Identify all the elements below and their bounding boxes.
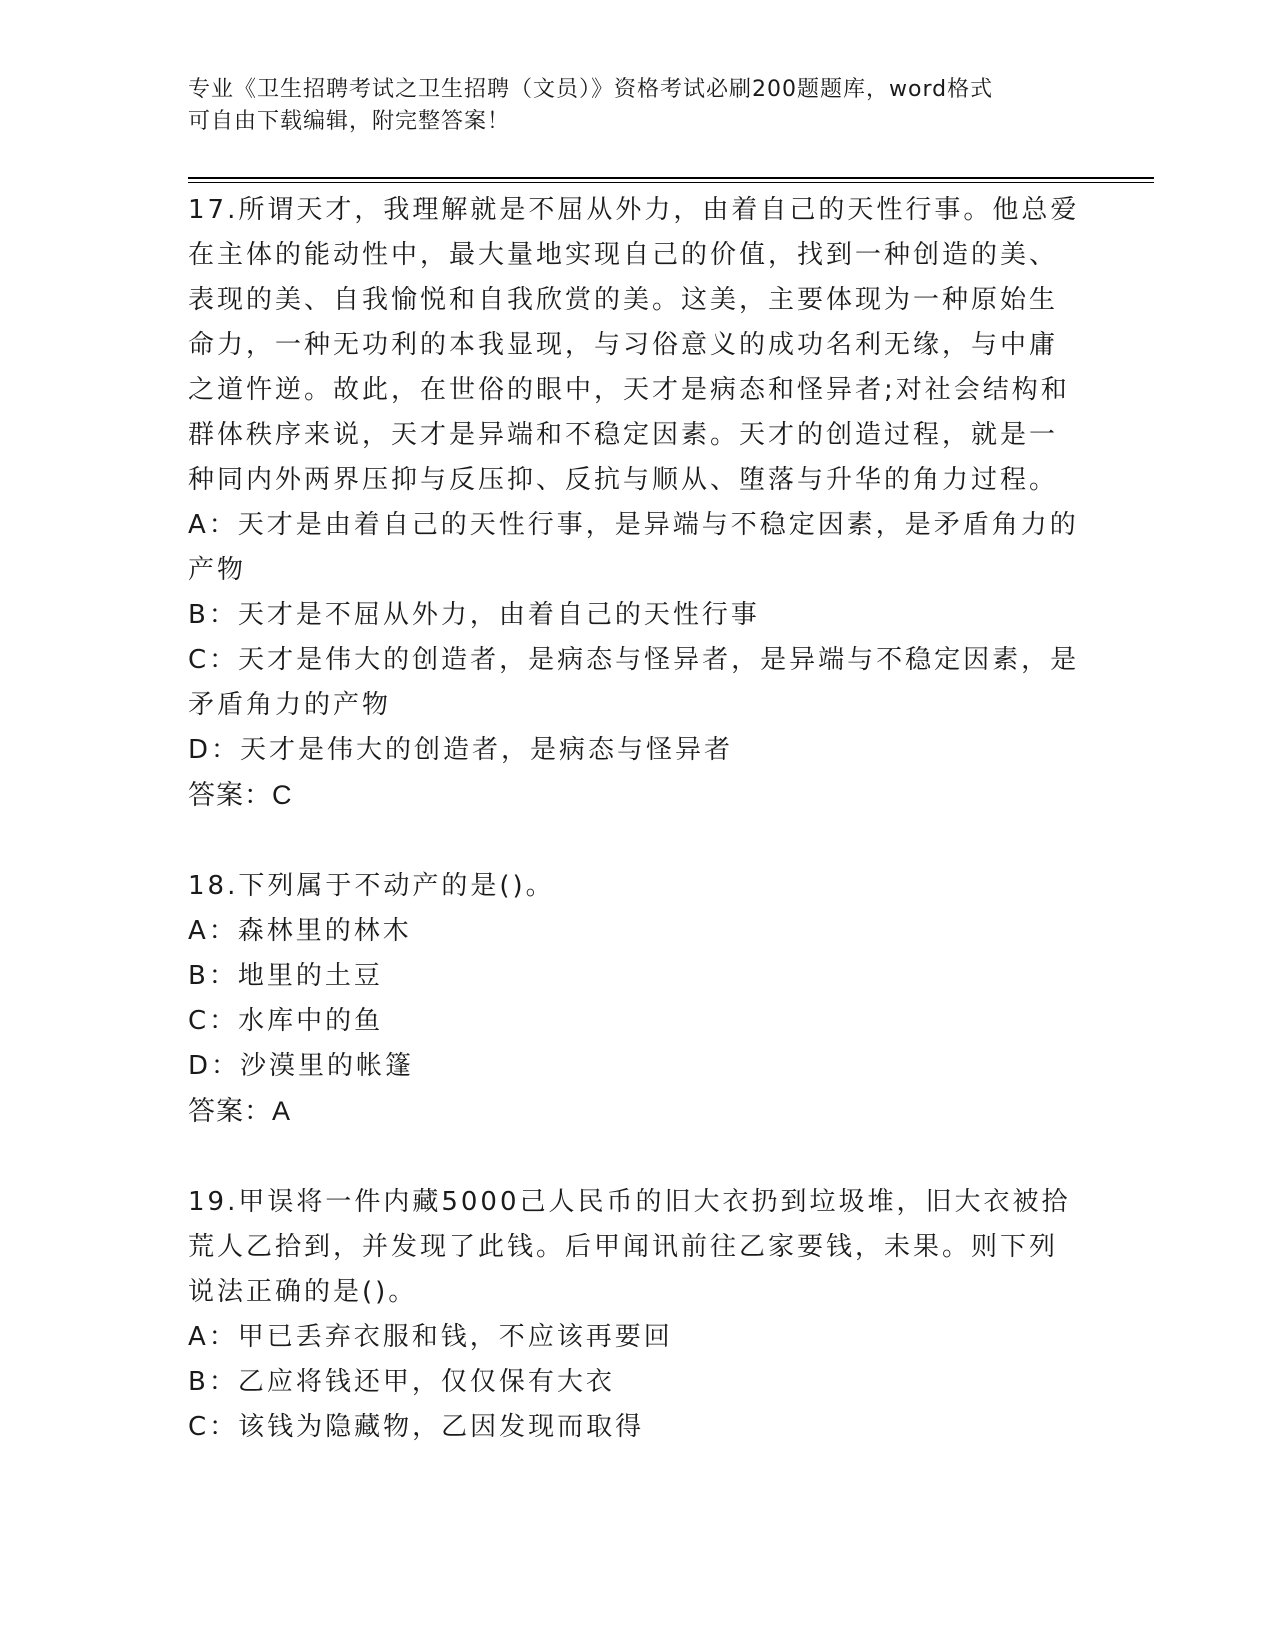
question-stem-line: 17.所谓天才，我理解就是不屈从外力，由着自己的天性行事。他总爱	[188, 195, 1080, 225]
header-line-1: 专业《卫生招聘考试之卫生招聘（文员）》资格考试必刷200题题库，word格式	[188, 77, 994, 102]
option-a: A：森林里的林木	[188, 916, 412, 946]
option-a: A：甲已丢弃衣服和钱，不应该再要回	[188, 1322, 673, 1352]
question-stem-line: 说法正确的是()。	[188, 1277, 418, 1307]
question-stem-line: 命力，一种无功利的本我显现，与习俗意义的成功名利无缘，与中庸	[188, 330, 1059, 360]
option-c: C：该钱为隐藏物，乙因发现而取得	[188, 1412, 645, 1442]
option-d: D：天才是伟大的创造者，是病态与怪异者	[188, 735, 734, 765]
option-d: D：沙漠里的帐篷	[188, 1051, 415, 1081]
question-stem-line: 之道忤逆。故此，在世俗的眼中，天才是病态和怪异者;对社会结构和	[188, 375, 1070, 405]
answer-line: 答案：A	[188, 1096, 292, 1126]
option-c: C：天才是伟大的创造者，是病态与怪异者，是异端与不稳定因素，是	[188, 645, 1080, 675]
option-a: A：天才是由着自己的天性行事，是异端与不稳定因素，是矛盾角力的	[188, 510, 1079, 540]
question-stem-line: 荒人乙拾到，并发现了此钱。后甲闻讯前往乙家要钱，未果。则下列	[188, 1232, 1059, 1262]
question-stem-line: 18.下列属于不动产的是()。	[188, 871, 555, 901]
option-c-continued: 矛盾角力的产物	[188, 690, 392, 720]
header-line-2: 可自由下载编辑，附完整答案！	[188, 109, 511, 134]
option-c: C：水库中的鱼	[188, 1006, 384, 1036]
answer-line: 答案：C	[188, 780, 293, 810]
question-list	[188, 188, 1088, 1450]
question-stem-line: 表现的美、自我愉悦和自我欣赏的美。这美，主要体现为一种原始生	[188, 285, 1059, 315]
question-stem-line: 群体秩序来说，天才是异端和不稳定因素。天才的创造过程，就是一	[188, 420, 1059, 450]
question-17	[188, 188, 1088, 818]
option-b: B：乙应将钱还甲，仅仅保有大衣	[188, 1367, 615, 1397]
question-18	[188, 864, 1088, 1134]
header-divider-thick	[188, 177, 1154, 179]
question-stem-line: 在主体的能动性中，最大量地实现自己的价值，找到一种创造的美、	[188, 240, 1059, 270]
spacer	[188, 1134, 1088, 1180]
question-19	[188, 1180, 1088, 1450]
option-b: B：地里的土豆	[188, 961, 383, 991]
question-stem-line: 种同内外两界压抑与反压抑、反抗与顺从、堕落与升华的角力过程。	[188, 465, 1059, 495]
header-divider-thin	[188, 182, 1154, 183]
spacer	[188, 818, 1088, 864]
option-a-continued: 产物	[188, 555, 247, 585]
question-stem-line: 19.甲误将一件内藏5000己人民币的旧大衣扔到垃圾堆，旧大衣被拾	[188, 1187, 1071, 1217]
document-header	[188, 74, 1078, 138]
option-b: B：天才是不屈从外力，由着自己的天性行事	[188, 600, 760, 630]
